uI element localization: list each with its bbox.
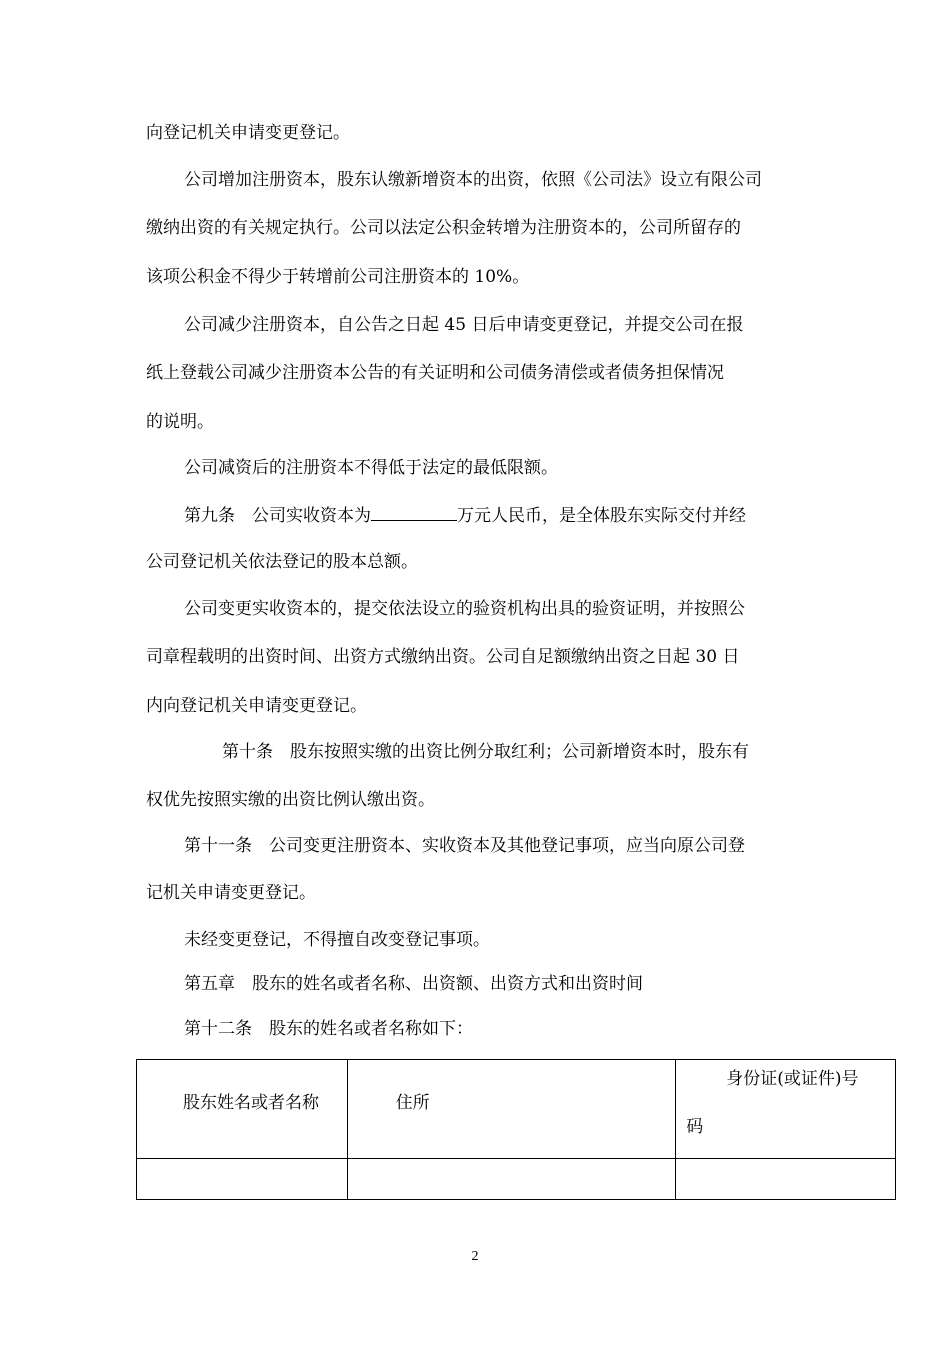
paragraph-line: 权优先按照实缴的出资比例认缴出资。 (146, 790, 435, 810)
header-id-number-line1: 身份证(或证件)号 (726, 1069, 859, 1089)
paragraph-line: 未经变更登记，不得擅自改变登记事项。 (184, 930, 490, 950)
header-cell-name (137, 1060, 348, 1159)
paragraph-line: 公司减少注册资本，自公告之日起 45 日后申请变更登记，并提交公司在报 (184, 315, 744, 335)
paragraph-line: 司章程载明的出资时间、出资方式缴纳出资。公司自足额缴纳出资之日起 30 日 (146, 647, 740, 667)
paragraph-line: 记机关申请变更登记。 (146, 883, 316, 903)
paragraph-line: 公司减资后的注册资本不得低于法定的最低限额。 (184, 458, 558, 478)
article-9-text-start: 第九条 公司实收资本为 (184, 506, 371, 526)
article-9-text-end: 万元人民币，是全体股东实际交付并经 (457, 506, 746, 526)
table-row (137, 1159, 896, 1200)
header-id-number-line2: 码 (686, 1117, 704, 1137)
paragraph-line: 缴纳出资的有关规定执行。公司以法定公积金转增为注册资本的，公司所留存的 (146, 218, 741, 238)
table-cell-address[interactable] (347, 1159, 676, 1200)
page-number: 2 (471, 1249, 479, 1264)
paragraph-line: 的说明。 (146, 412, 214, 432)
paragraph-line: 该项公积金不得少于转增前公司注册资本的 10%。 (146, 267, 530, 287)
chapter-5-heading: 第五章 股东的姓名或者名称、出资额、出资方式和出资时间 (184, 974, 643, 994)
article-9-line (184, 502, 746, 528)
table-cell-id[interactable] (676, 1159, 896, 1200)
shareholder-table (136, 1059, 896, 1200)
paragraph-line: 纸上登载公司减少注册资本公告的有关证明和公司债务清偿或者债务担保情况 (146, 363, 724, 383)
article-11-line: 第十一条 公司变更注册资本、实收资本及其他登记事项，应当向原公司登 (184, 836, 745, 856)
header-address: 住所 (395, 1093, 430, 1113)
paragraph-line: 公司登记机关依法登记的股本总额。 (146, 552, 418, 572)
table-cell-name[interactable] (137, 1159, 348, 1200)
paragraph-line: 内向登记机关申请变更登记。 (146, 696, 367, 716)
paragraph-line: 向登记机关申请变更登记。 (146, 123, 350, 143)
paragraph-line: 公司增加注册资本，股东认缴新增资本的出资，依照《公司法》设立有限公司 (184, 170, 762, 190)
header-cell-address (347, 1060, 676, 1159)
article-10-line: 第十条 股东按照实缴的出资比例分取红利；公司新增资本时，股东有 (222, 742, 749, 762)
article-12-line: 第十二条 股东的姓名或者名称如下： (184, 1019, 473, 1039)
paragraph-line: 公司变更实收资本的，提交依法设立的验资机构出具的验资证明，并按照公 (184, 599, 745, 619)
header-cell-id (676, 1060, 896, 1159)
header-shareholder-name: 股东姓名或者名称 (183, 1093, 319, 1113)
capital-amount-blank (371, 502, 457, 521)
table-header-row (137, 1060, 896, 1159)
